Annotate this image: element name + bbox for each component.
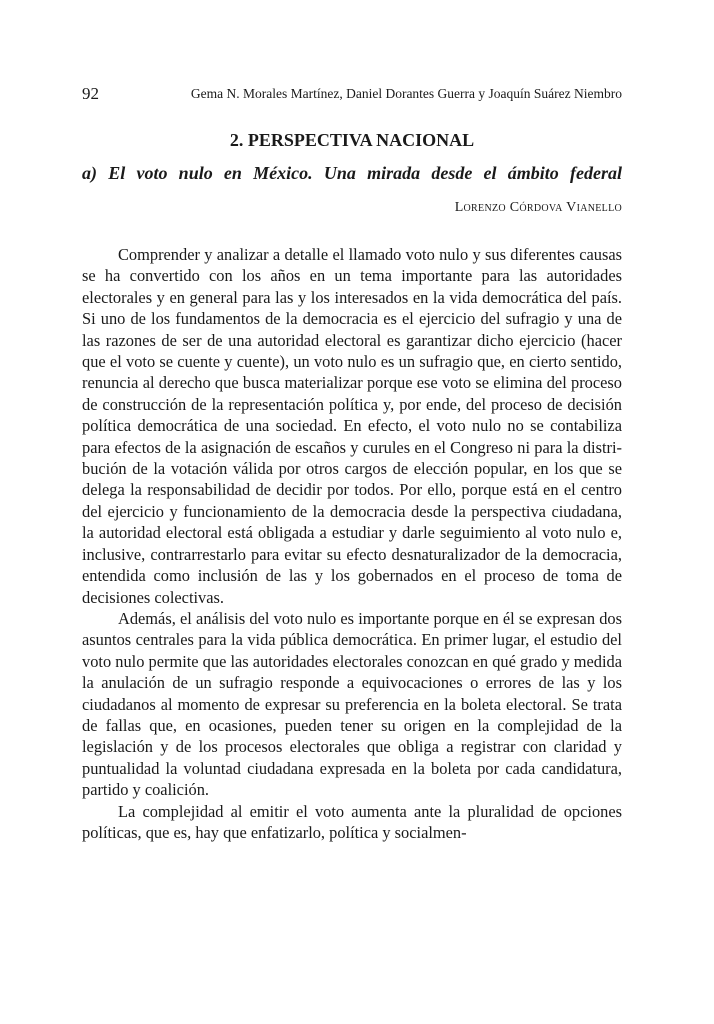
paragraph: La complejidad al emitir el voto aumenta ante la pluralidad de opciones políticas, que es, hay que enfatizarlo, política y socialmen- xyxy=(82,801,622,842)
author-name: Lorenzo Córdova Vianello xyxy=(454,200,622,215)
section-title: 2. PERSPECTIVA NACIONAL xyxy=(229,130,475,150)
running-head: Gema N. Morales Martínez, Daniel Dorantes Guerra y Joaquín Suárez Niembro xyxy=(190,86,622,101)
subsection-title: a) El voto nulo en México. Una mirada desde el ámbito federal xyxy=(82,163,622,183)
page-header xyxy=(82,84,622,108)
page-number: 92 xyxy=(82,84,99,103)
paragraph: Comprender y analizar a detalle el llamado voto nulo y sus diferentes causas se ha convertido con los años en un tema importante para las autoridades electorales y en general para las y los interesados en la vida democrática del país. Si uno de los fundamentos de la democracia es el ejercicio del sufragio y una de las razones de ser de una autoridad electoral es garantizar dicho ejercicio (hacer que el voto se cuente y cuente), un voto nulo es un sufragio que, en cierto sentido, renuncia al derecho que busca materializar porque ese voto se elimina del proceso de construcción de la representación política y, por ende, del proceso de decisión política democrática de una sociedad. En efecto, el voto nulo no se contabiliza para efectos de la asignación de escaños y curules en el Congreso ni para la distribución de la votación válida por otros cargos de elección popular, en los que se delega la responsabilidad de decidir por todos. Por ello, porque está en el centro del ejercicio y funcionamiento de la democracia desde la perspectiva ciudadana, la autoridad electoral está obligada a estudiar y darle seguimiento al voto nulo e, inclusive, contrarrestarlo para evitar su efecto desnaturalizador de la democracia, entendida como inclusión de las y los gobernados en el proceso de toma de decisiones colectivas. xyxy=(82,245,622,607)
paragraph: Además, el análisis del voto nulo es importante porque en él se expresan dos asuntos centrales para la vida pública democrática. En primer lugar, el estudio del voto nulo permite que las autoridades electorales conozcan en qué grado y medida la anulación de un sufragio responde a equivocaciones o errores de las y los ciudadanos al momento de expresar su preferencia en la boleta electoral. Se trata de fallas que, en ocasiones, pueden tener su origen en la complejidad de la legislación y de los procesos electorales que obliga a registrar con claridad y puntualidad la voluntad ciudadana expresada en la boleta por cada candidatura, partido y coalición. xyxy=(82,608,622,800)
body-text xyxy=(82,244,622,843)
